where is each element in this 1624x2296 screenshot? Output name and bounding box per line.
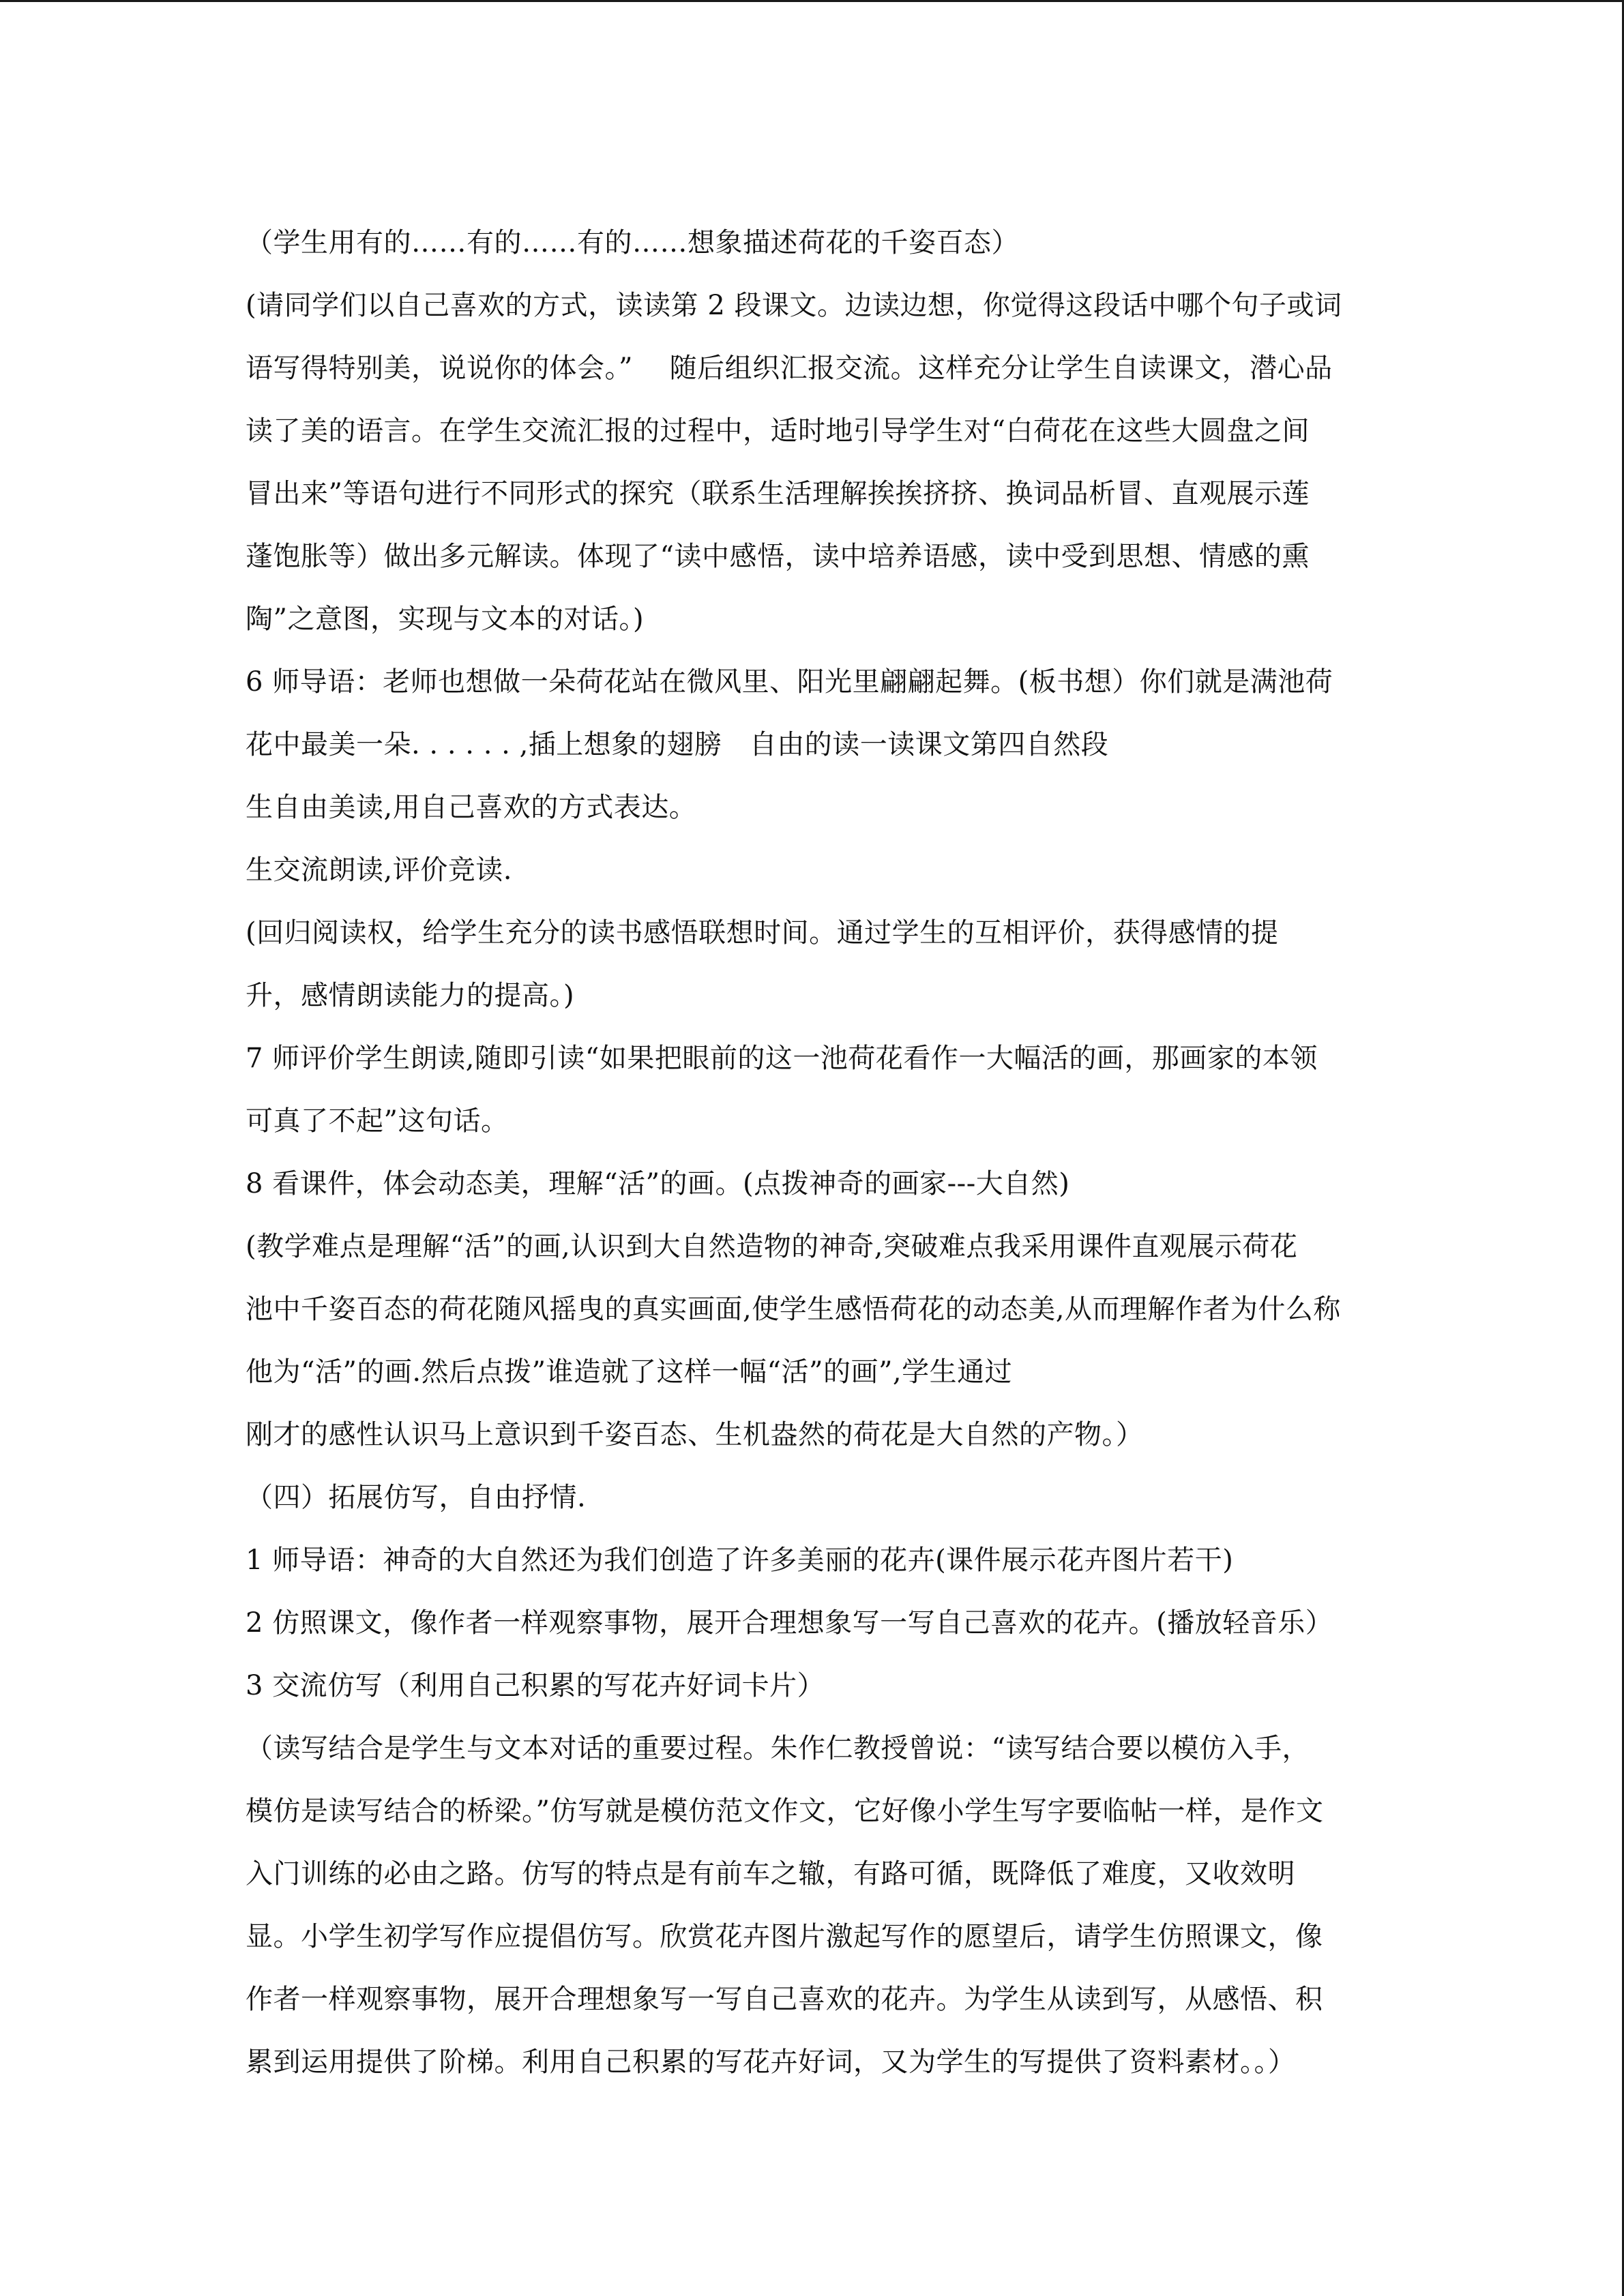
text-line: 7 师评价学生朗读,随即引读“如果把眼前的这一池荷花看作一大幅活的画，那画家的本领 [246, 1043, 1318, 1074]
text-line: 入门训练的必由之路。仿写的特点是有前车之辙，有路可循，既降低了难度，又收效明 [246, 1858, 1295, 1890]
text-line: 刚才的感性认识马上意识到千姿百态、生机盎然的荷花是大自然的产物。） [246, 1419, 1144, 1450]
text-line: 他为“活”的画.然后点拨”谁造就了这样一幅“活”的画”,学生通过 [246, 1356, 1013, 1388]
text-line: 可真了不起”这句话。 [246, 1105, 509, 1137]
text-line: 模仿是读写结合的桥梁。”仿写就是模仿范文作文，它好像小学生写字要临帖一样，是作文 [246, 1795, 1324, 1827]
text-line: 读了美的语言。在学生交流汇报的过程中，适时地引导学生对“白荷花在这些大圆盘之间 [246, 415, 1310, 447]
text-line: 花中最美一朵. . . . . . ,插上想象的翅膀 自由的读一读课文第四自然段 [246, 729, 1109, 760]
document-body [246, 211, 1391, 2093]
text-line: 陶”之意图，实现与文本的对话。) [246, 603, 645, 635]
text-line: 1 师导语：神奇的大自然还为我们创造了许多美丽的花卉(课件展示花卉图片若干) [246, 1545, 1234, 1576]
text-line: 累到运用提供了阶梯。利用自己积累的写花卉好词，又为学生的写提供了资料素材。。） [246, 2046, 1296, 2078]
text-line: 6 师导语：老师也想做一朵荷花站在微风里、阳光里翩翩起舞。(板书想）你们就是满池荷 [246, 666, 1333, 698]
text-line: 2 仿照课文，像作者一样观察事物，展开合理想象写一写自己喜欢的花卉。(播放轻音乐） [246, 1607, 1333, 1639]
page-top-border [0, 0, 1624, 2]
text-line: (回归阅读权，给学生充分的读书感悟联想时间。通过学生的互相评价，获得感情的提 [246, 917, 1279, 949]
text-line: 池中千姿百态的荷花随风摇曳的真实画面,使学生感悟荷花的动态美,从而理解作者为什么称 [246, 1294, 1341, 1325]
text-line: 生自由美读,用自己喜欢的方式表达。 [246, 792, 697, 823]
text-line: （学生用有的……有的……有的……想象描述荷花的千姿百态） [246, 227, 1019, 258]
text-line: (请同学们以自己喜欢的方式，读读第 2 段课文。边读边想，你觉得这段话中哪个句子或词 [246, 290, 1342, 321]
text-line: 语写得特别美，说说你的体会。” 随后组织汇报交流。这样充分让学生自读课文，潜心品 [246, 353, 1333, 384]
text-line: (教学难点是理解“活”的画,认识到大自然造物的神奇,突破难点我采用课件直观展示荷花 [246, 1231, 1298, 1262]
text-line: 生交流朗读,评价竞读. [246, 854, 512, 886]
text-line: 显。小学生初学写作应提倡仿写。欣赏花卉图片激起写作的愿望后，请学生仿照课文，像 [246, 1921, 1323, 1952]
text-line: 8 看课件，体会动态美，理解“活”的画。(点拨神奇的画家---大自然) [246, 1168, 1070, 1199]
text-line: 冒出来”等语句进行不同形式的探究（联系生活理解挨挨挤挤、换词品析冒、直观展示莲 [246, 478, 1310, 509]
text-line: 升，感情朗读能力的提高。) [246, 980, 575, 1011]
text-line: 蓬饱胀等）做出多元解读。体现了“读中感悟，读中培养语感，读中受到思想、情感的熏 [246, 541, 1310, 572]
text-line: （读写结合是学生与文本对话的重要过程。朱作仁教授曾说：“读写结合要以模仿入手， [246, 1733, 1310, 1764]
text-line: 3 交流仿写（利用自己积累的写花卉好词卡片） [246, 1670, 825, 1701]
text-line: 作者一样观察事物，展开合理想象写一写自己喜欢的花卉。为学生从读到写，从感悟、积 [246, 1984, 1323, 2015]
text-line: （四）拓展仿写，自由抒情. [246, 1482, 587, 1513]
